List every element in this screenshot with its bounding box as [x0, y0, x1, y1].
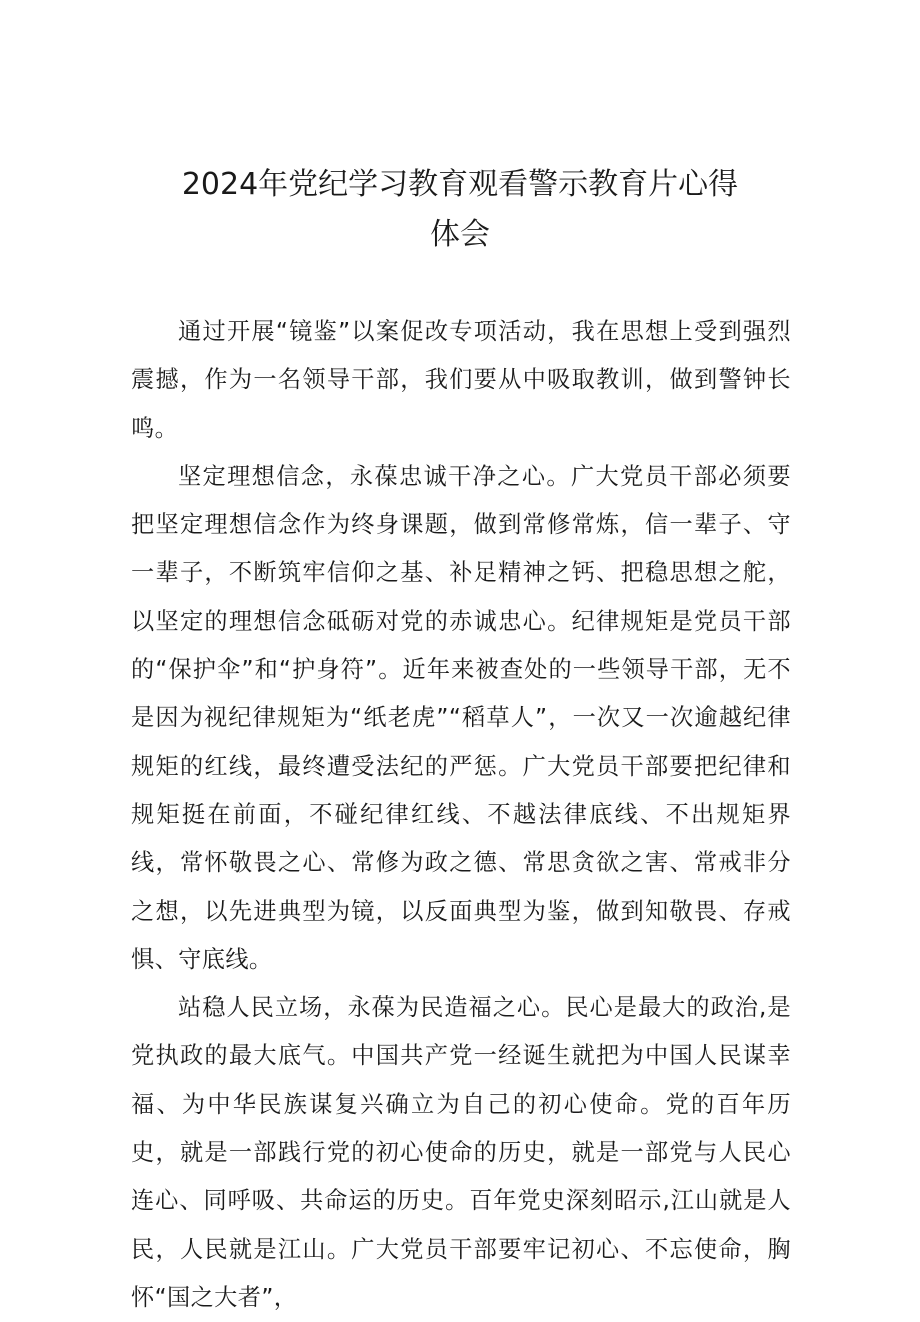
document-body [131, 308, 791, 1322]
document-title [130, 160, 790, 260]
title-line-2: 体会 [430, 217, 490, 252]
paragraph-intro: 通过开展“镜鉴”以案促改专项活动，我在思想上受到强烈震撼，作为一名领导干部，我们要从中吸取教训，做到警钟长鸣。 [131, 318, 791, 442]
title-line-1: 2024年党纪学习教育观看警示教育片心得 [181, 167, 739, 202]
paragraph-ideals: 坚定理想信念，永葆忠诚干净之心。广大党员干部必须要把坚定理想信念作为终身课题，做到常修常炼，信一辈子、守一辈子，不断筑牢信仰之基、补足精神之钙、把稳思想之舵，以坚定的理想信念砥砺对党的赤诚忠心。纪律规矩是党员干部的“保护伞”和“护身符”。近年来被查处的一些领导干部，无不是因为视纪律规矩为“纸老虎”“稻草人”，一次又一次逾越纪律规矩的红线，最终遭受法纪的严惩。广大党员干部要把纪律和规矩挺在前面，不碰纪律红线、不越法律底线、不出规矩界线，常怀敬畏之心、常修为政之德、常思贪欲之害、常戒非分之想，以先进典型为镜，以反面典型为鉴，做到知敬畏、存戒惧、守底线。 [131, 462, 791, 973]
paragraph-people: 站稳人民立场，永葆为民造福之心。民心是最大的政治,是党执政的最大底气。中国共产党一经诞生就把为中国人民谋幸福、为中华民族谋复兴确立为自己的初心使命。党的百年历史，就是一部践行党的初心使命的历史，就是一部党与人民心连心、同呼吸、共命运的历史。百年党史深刻昭示,江山就是人民，人民就是江山。广大党员干部要牢记初心、不忘使命，胸怀“国之大者”， [131, 994, 791, 1311]
